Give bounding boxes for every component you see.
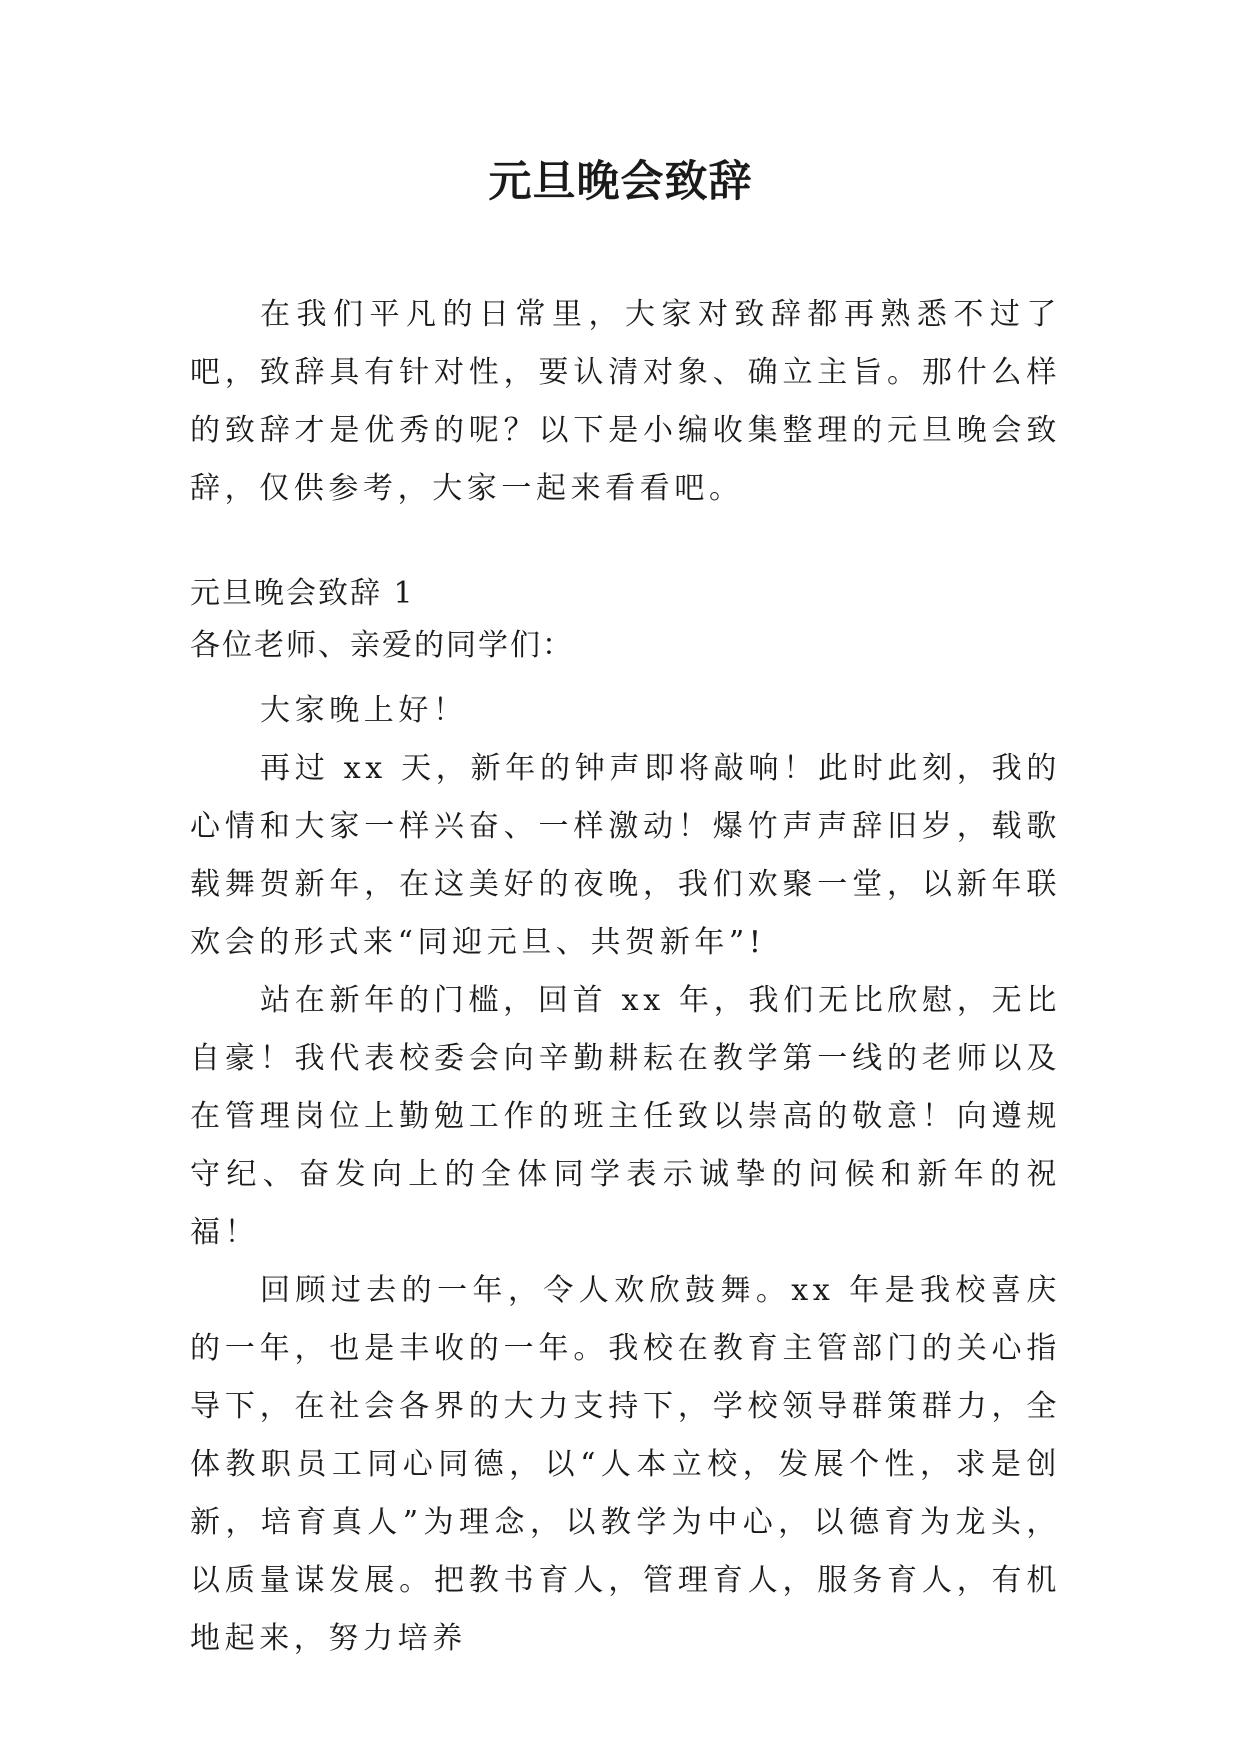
document-title: 元旦晚会致辞 (488, 157, 753, 207)
body-paragraph: 再过 xx 天，新年的钟声即将敲响！此时此刻，我的心情和大家一样兴奋、一样激动！爆竹声声辞旧岁，载歌载舞贺新年，在这美好的夜晚，我们欢聚一堂，以新年联欢会的形式来“同迎元旦、共贺新年”! (190, 751, 1061, 960)
salutation: 各位老师、亲爱的同学们： (190, 628, 574, 663)
section-heading: 元旦晚会致辞 1 (190, 576, 415, 611)
body-paragraph: 站在新年的门槛，回首 xx 年，我们无比欣慰，无比自豪！我代表校委会向辛勤耕耘在教学第一线的老师以及在管理岗位上勤勉工作的班主任致以崇高的敬意！向遵规守纪、奋发向上的全体同学表示诚挚的问候和新年的祝福！ (190, 983, 1061, 1250)
greeting: 大家晚上好！ (260, 693, 468, 728)
body-paragraph: 回顾过去的一年，令人欢欣鼓舞。xx 年是我校喜庆的一年，也是丰收的一年。我校在教育主管部门的关心指导下，在社会各界的大力支持下，学校领导群策群力，全体教职员工同心同德，以“人本立校，发展个性，求是创新，培育真人”为理念，以教学为中心，以德育为龙头，以质量谋发展。把教书育人，管理育人，服务育人，有机地起来，努力培养 (190, 1273, 1061, 1656)
intro-paragraph: 在我们平凡的日常里，大家对致辞都再熟悉不过了吧，致辞具有针对性，要认清对象、确立主旨。那什么样的致辞才是优秀的呢？以下是小编收集整理的元旦晚会致辞，仅供参考，大家一起来看看吧。 (190, 297, 1061, 506)
document-body (190, 286, 1061, 1668)
